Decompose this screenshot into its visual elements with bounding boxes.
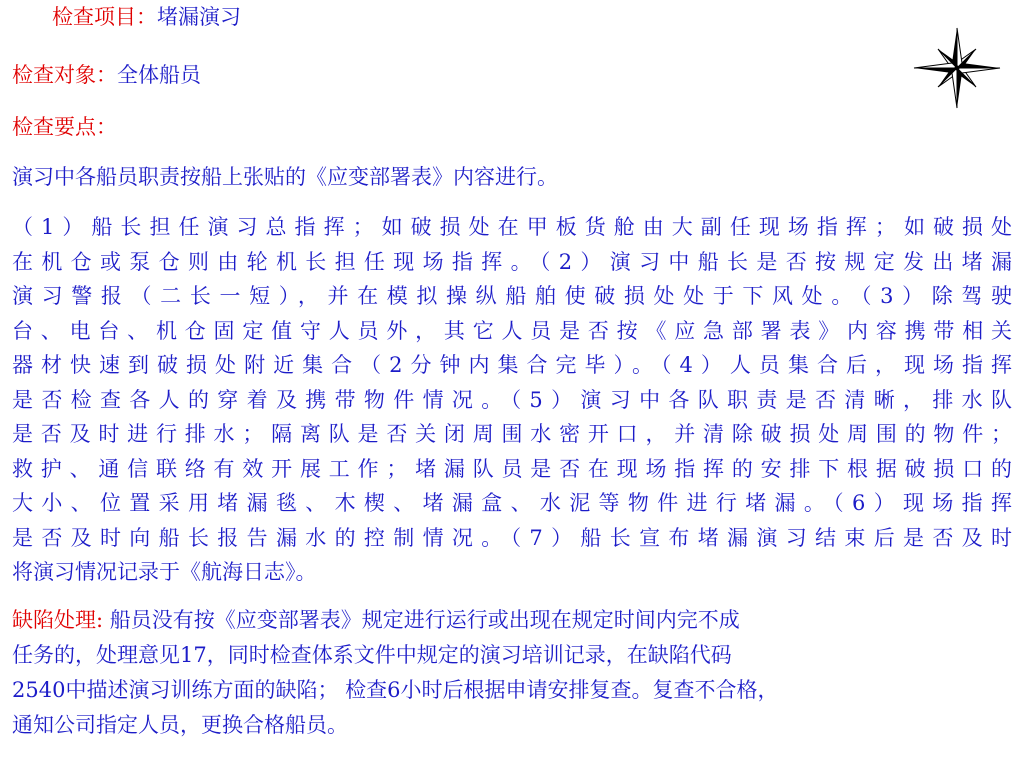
paragraph-line: 在机仓或泵仓则由轮机长担任现场指挥。（2）演习中船长是否按规定发出堵漏: [12, 249, 1012, 274]
inspection-object-value: 全体船员: [117, 63, 201, 87]
defect-line: 任务的，处理意见17，同时检查体系文件中规定的演习培训记录，在缺陷代码: [12, 643, 732, 667]
paragraph-line: 是否检查各人的穿着及携带物件情况。（5）演习中各队职责是否清晰，排水队: [12, 387, 1012, 412]
paragraph-line: （1）船长担任演习总指挥；如破损处在甲板货舱由大副任现场指挥；如破损处: [12, 215, 1012, 239]
defect-line: 通知公司指定人员，更换合格船员。: [12, 713, 348, 737]
defect-handling-section: [12, 603, 1018, 743]
inspection-object: [12, 60, 201, 90]
paragraph-line: 台、电台、机仓固定值守人员外，其它人员是否按《应急部署表》内容携带相关: [12, 318, 1012, 343]
inspection-item-label: 检查项目：: [52, 5, 157, 29]
defect-line: [12, 603, 1018, 638]
drill-procedure-paragraph: [12, 210, 1012, 590]
intro-line: 演习中各船员职责按船上张贴的《应变部署表》内容进行。: [12, 165, 558, 189]
inspection-object-label: 检查对象：: [12, 63, 117, 87]
paragraph-line: 演习警报（二长一短），并在模拟操纵船舶使破损处处于下风处。（3）除驾驶: [12, 284, 1012, 308]
defect-line: 2540中描述演习训练方面的缺陷； 检查6小时后根据申请安排复查。复查不合格，: [12, 678, 779, 702]
inspection-item: [52, 2, 241, 32]
paragraph-line: 大小、位置采用堵漏毯、木楔、堵漏盒、水泥等物件进行堵漏。（6）现场指挥: [12, 491, 1012, 515]
defect-text: 船员没有按《应变部署表》规定进行运行或出现在规定时间内完不成: [103, 608, 740, 632]
paragraph-line: 是否及时进行排水；隔离队是否关闭周围水密开口，并清除破损处周围的物件；: [12, 422, 1012, 446]
inspection-points-label: 检查要点：: [12, 115, 117, 139]
paragraph-line: 是否及时向船长报告漏水的控制情况。（7）船长宣布堵漏演习结束后是否及时: [12, 525, 1012, 550]
paragraph-line: 救护、通信联络有效开展工作；堵漏队员是否在现场指挥的安排下根据破损口的: [12, 456, 1012, 481]
defect-handling-label: 缺陷处理:: [12, 608, 104, 632]
paragraph-line: 器材快速到破损处附近集合（2分钟内集合完毕）。（4）人员集合后，现场指挥: [12, 353, 1012, 377]
compass-rose-icon: [912, 26, 1002, 110]
inspection-item-value: 堵漏演习: [157, 5, 241, 29]
paragraph-line: 将演习情况记录于《航海日志》。: [12, 560, 317, 584]
